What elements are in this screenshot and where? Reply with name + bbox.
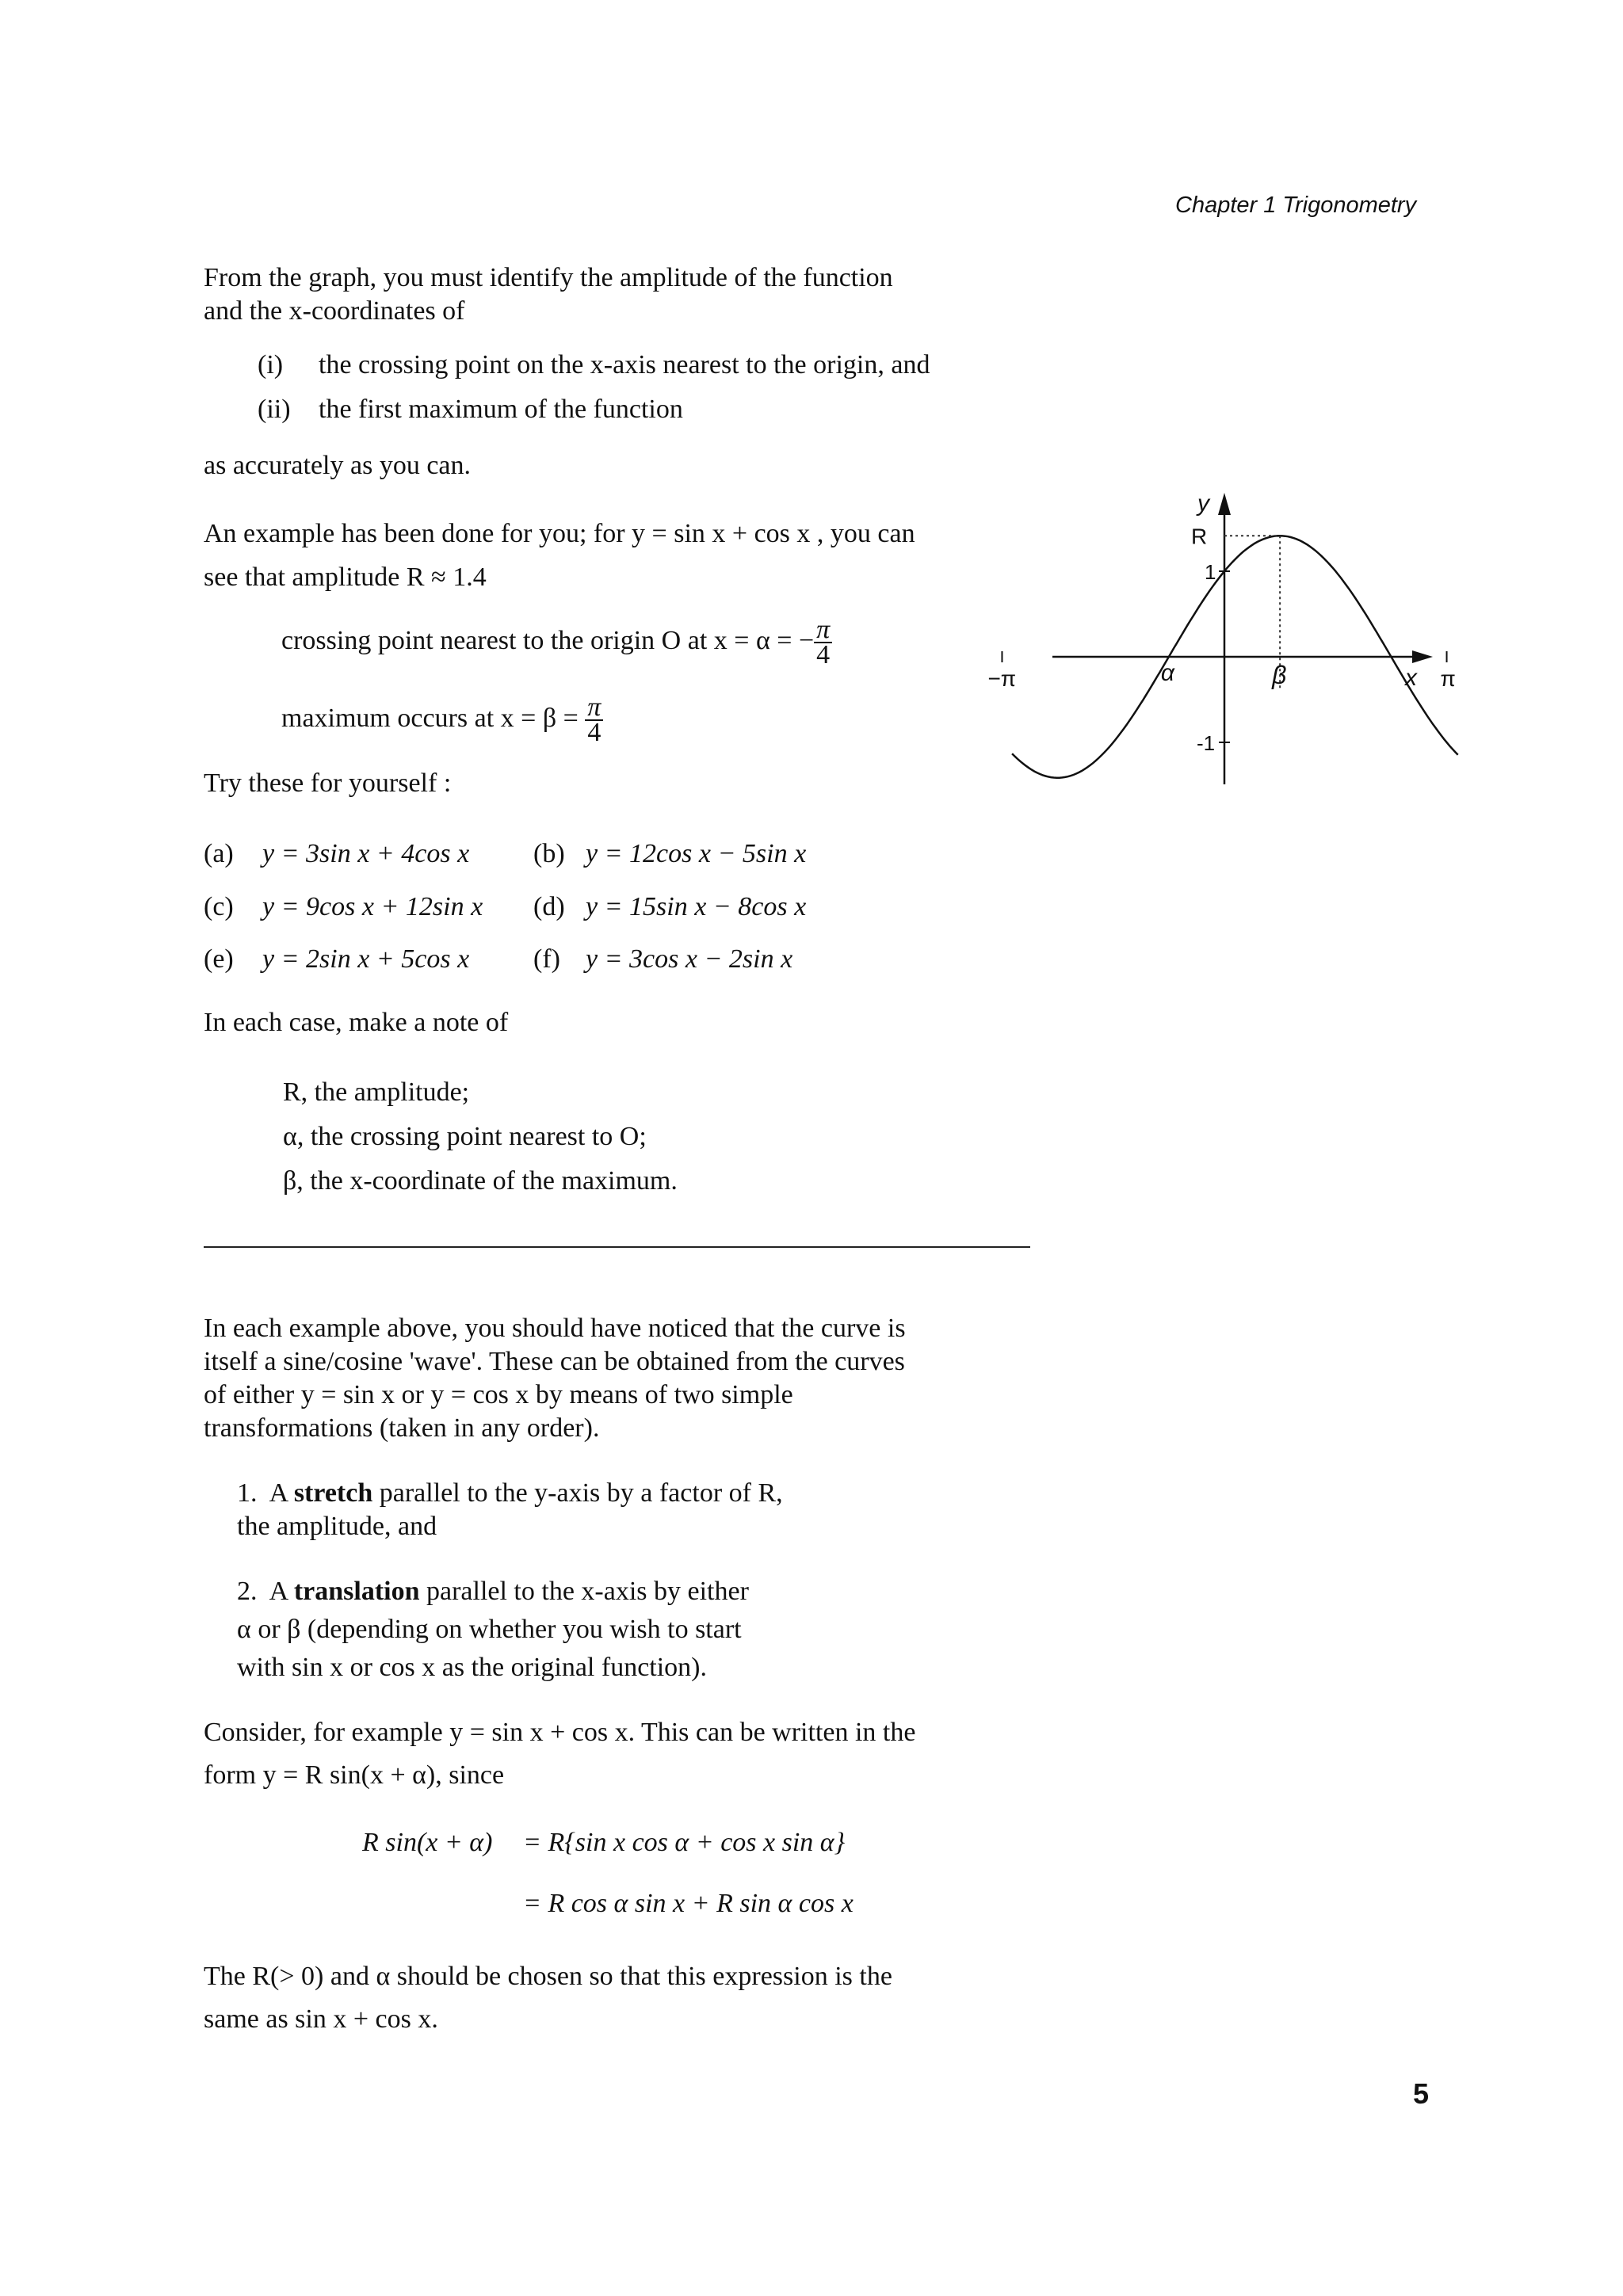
intro-line-1: From the graph, you must identify the amplitude of the function [204, 263, 893, 292]
step-2-line-1 [237, 1575, 749, 1608]
y-axis-arrow [1218, 493, 1231, 515]
intro-item-text-2: the first maximum of the function [319, 395, 683, 424]
exercise-b-expr: y = 12cos x − 5sin x [586, 839, 807, 868]
step-1-line-2: the amplitude, and [237, 1512, 437, 1541]
graph-axes [1002, 493, 1446, 784]
maximum-fraction-num: π [585, 696, 603, 721]
note-beta: β, the x-coordinate of the maximum. [283, 1166, 678, 1196]
beta-label: β [1272, 661, 1287, 689]
pi-label: π [1440, 666, 1456, 691]
section2-para-line-4: transformations (taken in any order). [204, 1413, 600, 1443]
section2-para-line-2: itself a sine/cosine 'wave'. These can be obtained from the curves [204, 1347, 905, 1376]
step-1-num: 1. [237, 1478, 258, 1508]
exercise-d-expr: y = 15sin x − 8cos x [586, 892, 807, 921]
crossing-fraction-den: 4 [816, 640, 831, 669]
final-line-2: same as sin x + cos x. [204, 2004, 438, 2034]
exercise-f-expr: y = 3cos x − 2sin x [586, 944, 793, 974]
exercise-b-label: (b) [533, 839, 565, 868]
x-axis-label: x [1405, 665, 1417, 691]
equation-1-lhs: R sin(x + α) [362, 1828, 493, 1857]
exercise-c-label: (c) [204, 892, 234, 921]
maximum-fraction-den: 4 [587, 718, 601, 747]
x-axis-arrow [1412, 650, 1433, 663]
graph-curve-group [1012, 536, 1458, 777]
exercise-a-expr: y = 3sin x + 4cos x [262, 839, 470, 868]
y-axis-label: y [1197, 490, 1209, 517]
crossing-fraction [814, 615, 832, 669]
step-2-line-2: α or β (depending on whether you wish to start [237, 1615, 742, 1644]
step-1-line-1 [237, 1477, 783, 1510]
maximum-fraction [585, 692, 603, 747]
intro-line-2: and the x-coordinates of [204, 296, 465, 326]
equation-2-rhs: = R cos α sin x + R sin α cos x [523, 1889, 854, 1918]
R-label: R [1191, 524, 1208, 549]
neg-pi-label: −π [987, 666, 1017, 691]
final-line-1: The R(> 0) and α should be chosen so that this expression is the [204, 1962, 892, 1991]
try-heading: Try these for yourself : [204, 769, 452, 798]
step-1-post: parallel to the y-axis by a factor of R, [379, 1478, 783, 1508]
intro-item-num-2: (ii) [258, 395, 291, 424]
intro-item-text-1: the crossing point on the x-axis nearest to the origin, and [319, 350, 930, 379]
exercise-e-label: (e) [204, 944, 234, 974]
equation-1-rhs: = R{sin x cos α + cos x sin α} [523, 1828, 846, 1857]
example-line-1: An example has been done for you; for y = sin x + cos x , you can [204, 519, 915, 548]
section-divider [204, 1246, 1030, 1248]
step-2-num: 2. [237, 1577, 258, 1606]
step-1-bold: stretch [293, 1478, 373, 1508]
section2-para-line-1: In each example above, you should have noticed that the curve is [204, 1314, 906, 1343]
maximum-text: maximum occurs at x = β = [281, 703, 579, 733]
alpha-label: α [1160, 660, 1174, 686]
section2-para-line-3: of either y = sin x or y = cos x by means of two simple [204, 1380, 793, 1409]
step-2-post: parallel to the x-axis by either [426, 1577, 749, 1606]
crossing-point-line [281, 615, 832, 669]
note-heading: In each case, make a note of [204, 1008, 509, 1037]
step-2-line-3: with sin x or cos x as the original function). [237, 1653, 708, 1682]
intro-item-num-1: (i) [258, 350, 284, 379]
chapter-header: Chapter 1 Trigonometry [1175, 193, 1417, 218]
maximum-line [281, 692, 603, 747]
exercise-f-label: (f) [533, 944, 560, 974]
page-number: 5 [1413, 2077, 1430, 2110]
note-R: R, the amplitude; [283, 1077, 470, 1107]
consider-line-2: form y = R sin(x + α), since [204, 1760, 505, 1790]
minus-one-label: -1 [1197, 731, 1216, 755]
exercise-e-expr: y = 2sin x + 5cos x [262, 944, 470, 974]
graph-labels [987, 490, 1455, 755]
step-2-pre: A [269, 1577, 288, 1606]
crossing-point-text: crossing point nearest to the origin O at x = α = − [281, 625, 815, 655]
exercise-a-label: (a) [204, 839, 234, 868]
consider-line-1: Consider, for example y = sin x + cos x. This can be written in the [204, 1718, 916, 1747]
example-line-2: see that amplitude R ≈ 1.4 [204, 563, 487, 592]
one-label: 1 [1205, 560, 1216, 584]
curve-sin-plus-cos [1012, 536, 1458, 777]
exercise-d-label: (d) [533, 892, 565, 921]
crossing-fraction-num: π [814, 618, 832, 643]
intro-line-3: as accurately as you can. [204, 451, 471, 480]
step-2-bold: translation [293, 1577, 420, 1606]
note-alpha: α, the crossing point nearest to O; [283, 1122, 647, 1151]
exercise-c-expr: y = 9cos x + 12sin x [262, 892, 483, 921]
step-1-pre: A [269, 1478, 288, 1508]
